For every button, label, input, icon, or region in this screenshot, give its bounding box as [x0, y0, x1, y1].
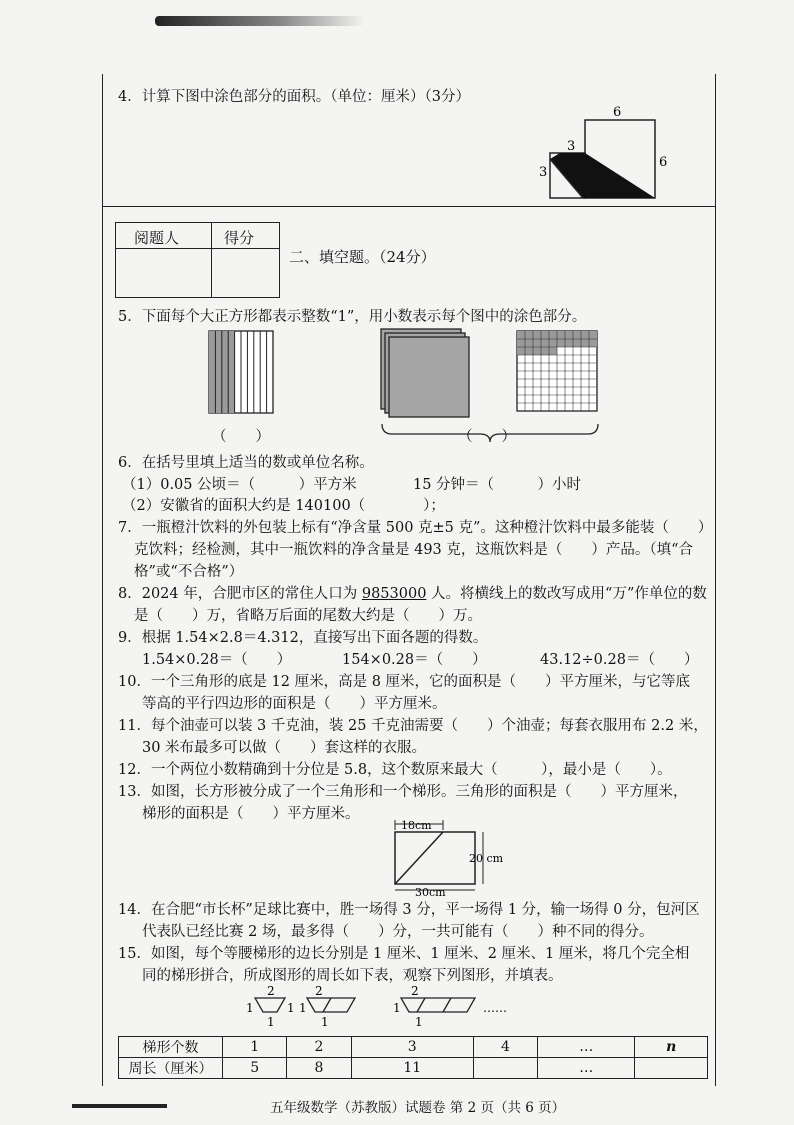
table-cell: …: [538, 1058, 635, 1079]
q15-fig1-right-label: 1: [287, 1001, 295, 1015]
frame-right: [715, 74, 716, 1086]
q15-fig2-bottom-label: 1: [321, 1015, 329, 1029]
q15-fig2-left-label: 1: [299, 1001, 307, 1015]
q8-line1-a: 8．2024 年，合肥市区的常住人口为: [118, 586, 362, 602]
q6-line3: （2）安徽省的面积大约是 140100（ ）；: [122, 498, 445, 514]
q14-line2: 代表队已经比赛 2 场，最多得（ ）分，一共可能有（ ）种不同的得分。: [142, 924, 654, 940]
table-cell: [473, 1058, 537, 1079]
q8-line2: 是（ ）万，省略万后面的尾数大约是（ ）万。: [134, 608, 482, 624]
grader-reviewer-label: 阅题人: [134, 229, 180, 247]
section2-title: 二、填空题。（24分）: [289, 248, 436, 266]
q5-paren-1: （ ）: [212, 429, 270, 445]
q11-line1: 11．每个油壶可以装 3 千克油，装 25 千克油需要（ ）个油壶；每套衣服用布 2.2 米，: [118, 718, 708, 734]
q13-label-right: 20 cm: [469, 852, 504, 865]
q15-fig2-top-label: 2: [315, 984, 323, 998]
q7-line3: 格”或“不合格”）: [134, 564, 244, 580]
q4-figure: [535, 104, 675, 200]
q7-line2: 克饮料；经检测，其中一瓶饮料的净含量是 493 克，这瓶饮料是（ ）产品。（填“合: [134, 542, 694, 558]
q15-fig3-top-label: 2: [411, 984, 419, 998]
q8-line1: [118, 582, 707, 603]
q15-fig3-bottom-label: 1: [415, 1015, 423, 1029]
q15-trapezoid-figures: [245, 984, 535, 1032]
page-footer: 五年级数学（苏教版）试题卷 第 2 页（共 6 页）: [270, 1100, 566, 1116]
q15-table: [118, 1036, 708, 1079]
q15-fig1-bottom-label: 1: [267, 1015, 275, 1029]
q13-figure: [385, 816, 515, 898]
q8-line1-b: 人。将横线上的数改写成用“万”作单位的数: [426, 586, 707, 602]
table-cell: 1: [223, 1037, 287, 1058]
grader-score-label: 得分: [224, 229, 255, 247]
q4-label-step: 3: [567, 139, 576, 154]
q6-line2b: 15 分钟＝（ ）小时: [413, 477, 582, 493]
section-divider: [102, 206, 715, 207]
table-cell: 8: [287, 1058, 351, 1079]
q15-table-row-count: [119, 1037, 708, 1058]
q13-label-top: 18cm: [401, 819, 432, 832]
q9-b: 154×0.28＝（ ）: [342, 652, 487, 668]
q13-label-bottom: 30cm: [415, 886, 446, 898]
q15-fig1-top-label: 2: [267, 984, 275, 998]
q8-number: 9853000: [361, 586, 427, 602]
q15-line2: 同的梯形拼合，所成图形的周长如下表，观察下列图形，并填表。: [142, 968, 563, 984]
frame-left: [102, 74, 103, 1086]
q6-line2a: （1）0.05 公顷＝（ ）平方米: [122, 477, 357, 493]
table-cell: 11: [351, 1058, 473, 1079]
grader-box-row-line: [115, 248, 280, 249]
q10-line2: 等高的平行四边形的面积是（ ）平方厘米。: [142, 696, 447, 712]
q9-c: 43.12÷0.28＝（ ）: [540, 652, 699, 668]
q9-a: 1.54×0.28＝（ ）: [142, 652, 292, 668]
q15-table-row-perimeter: [119, 1058, 708, 1079]
grader-box-col-line: [211, 222, 212, 298]
table-cell: 梯形个数: [119, 1037, 223, 1058]
scan-mark-top: [155, 16, 365, 26]
q11-line2: 30 米布最多可以做（ ）套这样的衣服。: [142, 740, 427, 756]
q5-figure-stacked-squares: [380, 328, 470, 420]
table-cell: 2: [287, 1037, 351, 1058]
q15-dots: ……: [483, 1001, 507, 1015]
table-cell: 4: [473, 1037, 537, 1058]
q5-figure-grid: [516, 330, 598, 412]
table-cell: 3: [351, 1037, 473, 1058]
q13-line2: 梯形的面积是（ ）平方厘米。: [142, 806, 360, 822]
q4-label-left: 3: [539, 165, 548, 180]
q4-text: 4．计算下图中涂色部分的面积。（单位：厘米）（3分）: [118, 89, 470, 105]
q12-line1: 12．一个两位小数精确到十分位是 5.8，这个数原来最大（ ），最小是（ ）。: [118, 762, 672, 778]
q4-label-right: 6: [659, 155, 668, 170]
q14-line1: 14．在合肥“市长杯”足球比赛中，胜一场得 3 分，平一场得 1 分，输一场得 0 分，包河区: [118, 902, 700, 918]
q13-line1: 13．如图，长方形被分成了一个三角形和一个梯形。三角形的面积是（ ）平方厘米，: [118, 784, 688, 800]
q6-line1: 6．在括号里填上适当的数或单位名称。: [118, 455, 374, 471]
q9-line1: 9．根据 1.54×2.8＝4.312，直接写出下面各题的得数。: [118, 630, 488, 646]
q5-paren-2: （ ）: [458, 429, 516, 445]
q10-line1: 10．一个三角形的底是 12 厘米，高是 8 厘米，它的面积是（ ）平方厘米，与它等底: [118, 674, 691, 690]
table-cell: [635, 1058, 708, 1079]
q7-line1: 7．一瓶橙汁饮料的外包装上标有“净含量 500 克±5 克”。这种橙汁饮料中最多能装（ ）: [118, 520, 713, 536]
q5-text: 5．下面每个大正方形都表示整数“1”，用小数表示每个图中的涂色部分。: [118, 309, 587, 325]
q15-fig1-left-label: 1: [246, 1001, 254, 1015]
table-cell: n: [635, 1037, 708, 1058]
table-cell: 周长（厘米）: [119, 1058, 223, 1079]
q15-fig3-left-label: 1: [393, 1001, 401, 1015]
table-cell: …: [538, 1037, 635, 1058]
q5-figure-strips: [208, 330, 274, 414]
q15-line1: 15．如图，每个等腰梯形的边长分别是 1 厘米、1 厘米、2 厘米、1 厘米，将几个完全相: [118, 946, 690, 962]
scan-mark-bottom: [72, 1104, 167, 1108]
q4-label-top: 6: [613, 105, 622, 120]
table-cell: 5: [223, 1058, 287, 1079]
